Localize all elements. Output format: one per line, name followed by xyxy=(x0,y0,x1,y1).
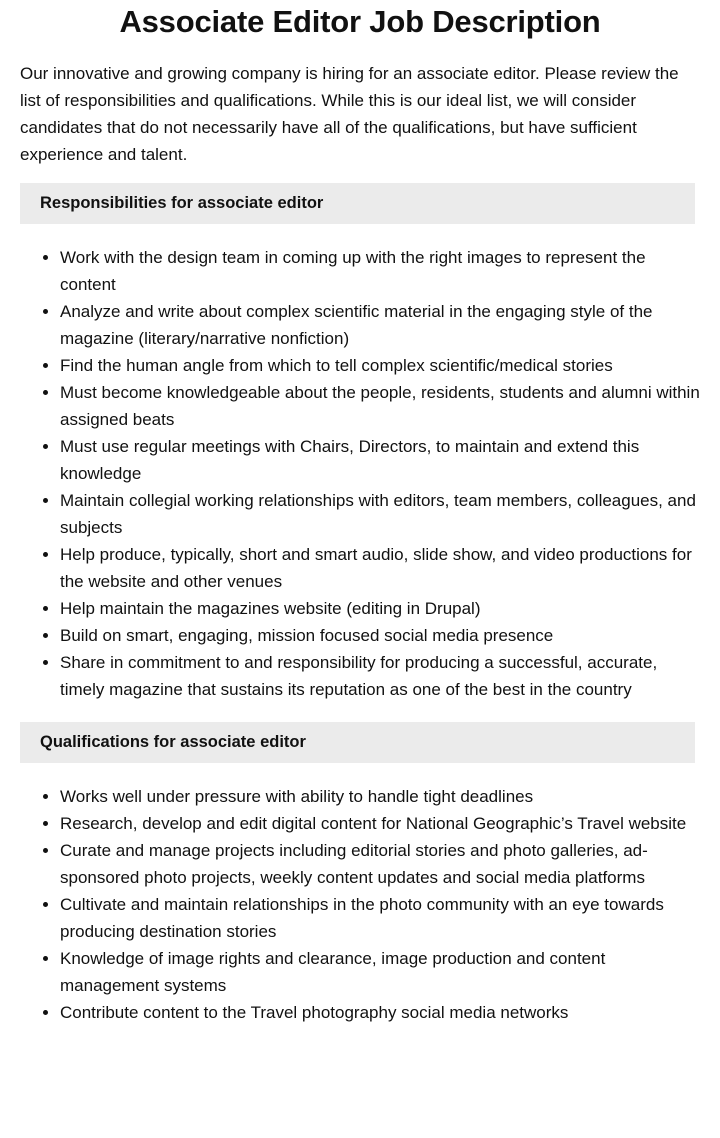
list-item: • Knowledge of image rights and clearance, image production and content management systems xyxy=(60,945,700,999)
responsibilities-list xyxy=(20,244,700,703)
intro-paragraph: Our innovative and growing company is hiring for an associate editor. Please review the list of responsibilities and qualifications. While this is our ideal list, we will consider candidates that do not necessarily have all of the qualifications, but have sufficient experience and talent. xyxy=(20,64,679,164)
list-item: • Cultivate and maintain relationships in the photo community with an eye towards producing destination stories xyxy=(60,891,700,945)
list-item: • Maintain collegial working relationships with editors, team members, colleagues, and subjects xyxy=(60,487,700,541)
qualifications-heading: Qualifications for associate editor xyxy=(20,722,695,763)
list-item: • Works well under pressure with ability to handle tight deadlines xyxy=(60,783,700,810)
list-item: • Research, develop and edit digital content for National Geographic’s Travel website xyxy=(60,810,700,837)
list-item: • Contribute content to the Travel photography social media networks xyxy=(60,999,700,1026)
list-item: • Find the human angle from which to tell complex scientific/medical stories xyxy=(60,352,700,379)
list-item: • Help produce, typically, short and smart audio, slide show, and video productions for the website and other venues xyxy=(60,541,700,595)
list-item: • Build on smart, engaging, mission focused social media presence xyxy=(60,622,700,649)
list-item: • Work with the design team in coming up with the right images to represent the content xyxy=(60,244,700,298)
list-item: • Analyze and write about complex scientific material in the engaging style of the magazine (literary/narrative nonfiction) xyxy=(60,298,700,352)
responsibilities-heading: Responsibilities for associate editor xyxy=(20,183,695,224)
qualifications-list xyxy=(20,783,700,1026)
page-title: Associate Editor Job Description xyxy=(119,4,601,39)
list-item: • Curate and manage projects including editorial stories and photo galleries, ad-sponsored photo projects, weekly content updates and social media platforms xyxy=(60,837,700,891)
list-item: • Must use regular meetings with Chairs, Directors, to maintain and extend this knowledge xyxy=(60,433,700,487)
list-item: • Must become knowledgeable about the people, residents, students and alumni within assigned beats xyxy=(60,379,700,433)
list-item: • Help maintain the magazines website (editing in Drupal) xyxy=(60,595,700,622)
list-item: • Share in commitment to and responsibility for producing a successful, accurate, timely magazine that sustains its reputation as one of the best in the country xyxy=(60,649,700,703)
